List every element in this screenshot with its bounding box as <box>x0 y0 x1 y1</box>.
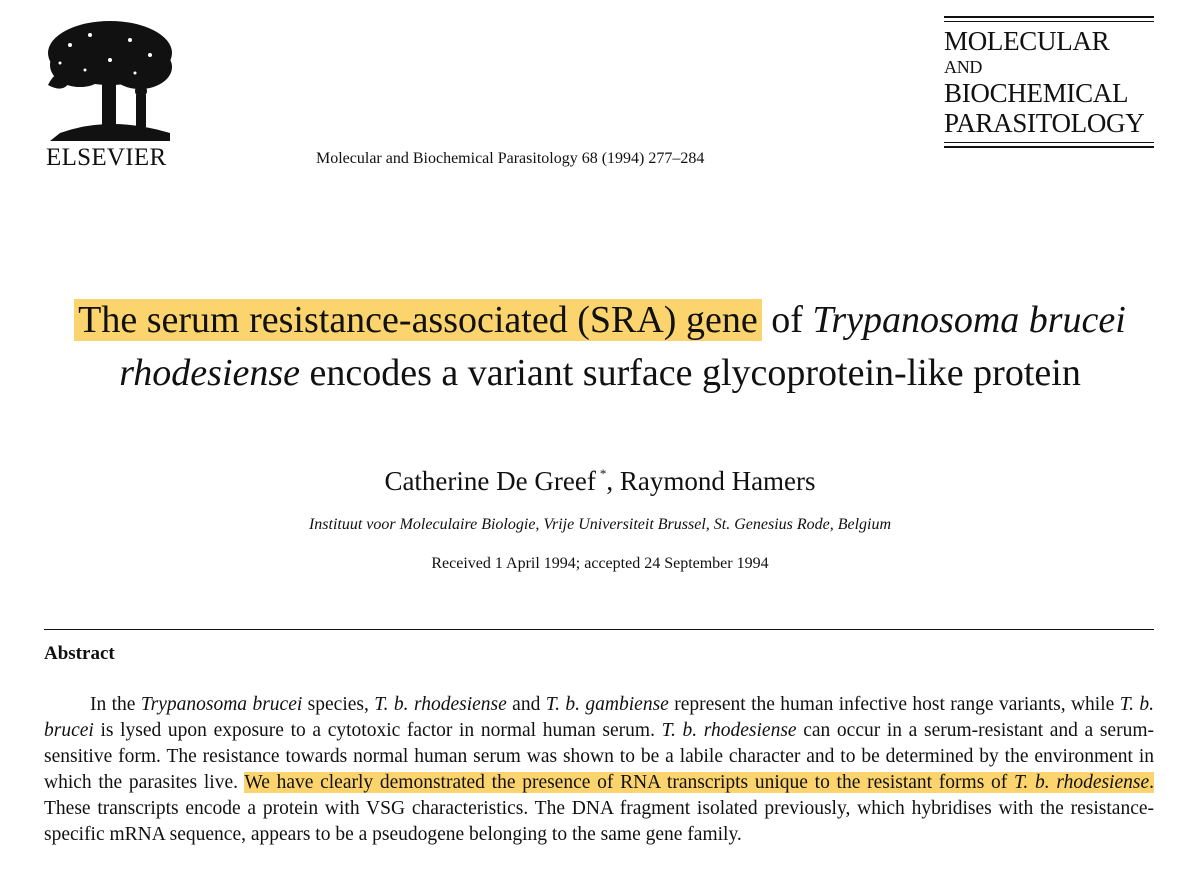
publisher-name: ELSEVIER <box>46 144 167 171</box>
journal-rule-bottom-thin <box>944 142 1154 143</box>
abstract-segment: species, <box>302 694 375 715</box>
abstract-segment: can occur in a serum-resistant and a serum-sensitive form. The resistance towards normal human serum was shown to be a labile character and to be determined by the environment in which the parasites live. <box>44 720 1154 793</box>
journal-line-4: PARASITOLOGY <box>944 108 1145 138</box>
journal-rule-bottom <box>944 146 1154 148</box>
abstract-highlight-end: . <box>1149 772 1154 793</box>
affiliation: Instituut voor Moleculaire Biologie, Vrije Universiteit Brussel, St. Genesius Rode, Belgium <box>308 516 892 533</box>
journal-line-1: MOLECULAR <box>944 26 1110 56</box>
title-part-2: encodes a variant surface glycoprotein-like protein <box>300 352 1081 394</box>
abstract-highlight-species: T. b. rhodesiense <box>1013 772 1150 793</box>
title-highlighted: The serum resistance-associated (SRA) gene <box>74 299 762 341</box>
abstract-species: T. b. rhodesiense <box>374 694 507 715</box>
abstract-species: T. b. gambiense <box>545 694 669 715</box>
journal-title-block <box>944 16 1154 148</box>
author-1: Catherine De Greef <box>384 466 596 496</box>
abstract-species: T. b. brucei <box>44 694 1154 741</box>
corresponding-author-mark: * <box>599 466 607 481</box>
journal-rule-top-thin <box>944 21 1154 22</box>
citation-line: Molecular and Biochemical Parasitology 68 (1994) 277–284 <box>316 150 705 167</box>
abstract-text <box>44 692 1154 848</box>
received-dates: Received 1 April 1994; accepted 24 September 1994 <box>431 555 769 572</box>
abstract-divider <box>44 629 1154 630</box>
abstract-highlight <box>244 772 1154 793</box>
elsevier-tree-logo-icon <box>40 15 180 145</box>
author-list <box>0 466 1200 497</box>
abstract-species: T. b. rhodesiense <box>661 720 797 741</box>
abstract-highlight-text: We have clearly demonstrated the presence of RNA transcripts unique to the resistant forms of <box>244 772 1014 793</box>
abstract-species: Trypanosoma brucei <box>140 694 303 715</box>
journal-line-2: AND <box>944 57 983 77</box>
abstract-segment: These transcripts encode a protein with VSG characteristics. The DNA fragment isolated previously, which hybridises with the resistance-specific mRNA sequence, appears to be a pseudogene belonging to the same gene family. <box>44 798 1154 845</box>
abstract-segment: is lysed upon exposure to a cytotoxic factor in normal human serum. <box>93 720 662 741</box>
journal-rule-top <box>944 16 1154 18</box>
article-title <box>40 294 1160 400</box>
abstract-segment: and <box>506 694 546 715</box>
abstract-heading: Abstract <box>44 643 115 664</box>
journal-line-3: BIOCHEMICAL <box>944 78 1129 108</box>
author-2: , Raymond Hamers <box>606 466 816 496</box>
abstract-segment: represent the human infective host range variants, while <box>668 694 1120 715</box>
title-part-1: of <box>761 299 813 341</box>
title-species: Trypanosoma brucei rhodesiense <box>119 299 1126 394</box>
abstract-segment: In the <box>90 694 141 715</box>
